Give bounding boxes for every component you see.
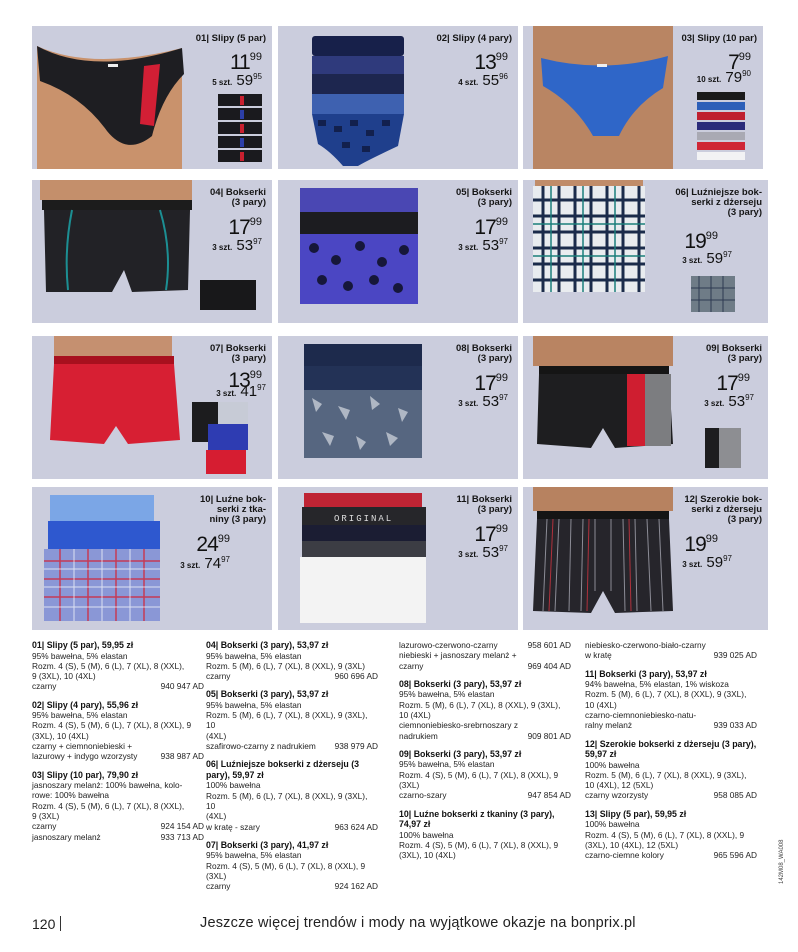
order-code: 938 979 AD xyxy=(334,741,378,752)
price-multipack: 3 szt. $53^{97}$ xyxy=(458,393,508,410)
page-number: 120 xyxy=(32,916,56,932)
product-tile-11[interactable] xyxy=(278,487,518,630)
product-name-line: (3 pary) xyxy=(477,197,512,208)
order-code: 965 596 AD xyxy=(713,850,757,861)
color-name: czarno-ciemnoniebiesko-natu- ralny melanż xyxy=(585,709,697,731)
color-variant-row xyxy=(399,720,571,741)
product-detail-entry xyxy=(585,739,757,801)
detail-line: Rozm. 5 (M), 6 (L), 7 (XL), 8 (XXL), 9 (3XL), xyxy=(585,769,747,780)
order-code: 924 162 AD xyxy=(334,881,378,892)
product-tile-06[interactable] xyxy=(523,180,768,323)
product-detail-entry xyxy=(206,759,378,831)
product-name xyxy=(675,188,762,218)
price-single: $7^{99}$ xyxy=(728,51,751,74)
color-name: niebieski + jasnoszary melanż + czarny xyxy=(399,650,517,671)
product-name-line: 03| Slipy (10 par) xyxy=(681,33,757,44)
order-code: 909 801 AD xyxy=(527,730,571,741)
price-single: $19^{99}$ xyxy=(684,533,718,556)
detail-line: jasnoszary melanż: 100% bawełna, kolo- xyxy=(32,780,183,791)
color-name: jasnoszary melanż xyxy=(32,831,101,842)
product-detail-entry xyxy=(399,749,571,801)
product-name-line: 09| Bokserki xyxy=(706,343,762,354)
product-tile-03[interactable] xyxy=(523,26,763,169)
product-detail-entry xyxy=(399,809,571,861)
color-name: czarny wzorzysty xyxy=(585,790,649,801)
product-detail-entry xyxy=(399,640,571,671)
product-detail-entry xyxy=(206,640,378,681)
details-column-1 xyxy=(32,640,204,850)
detail-title: 01| Slipy (5 par), 59,95 zł xyxy=(32,640,134,650)
order-code: 969 404 AD xyxy=(527,660,571,671)
detail-line: Rozm. 5 (M), 6 (L), 7 (XL), 8 (XXL), 9 (3XL), xyxy=(399,699,561,710)
detail-line: (3XL), 10 (4XL), 12 (5XL) xyxy=(585,839,679,850)
detail-line: 94% bawełna, 5% elastan, 1% wiskoza xyxy=(585,679,729,690)
order-code: 963 624 AD xyxy=(334,821,378,832)
detail-title: 04| Bokserki (3 pary), 53,97 zł xyxy=(206,640,329,650)
product-name-line: 11| Bokserki xyxy=(456,494,512,505)
color-variant-row xyxy=(399,650,571,671)
price-single: $17^{99}$ xyxy=(228,216,262,239)
product-name-line: 04| Bokserki xyxy=(210,187,266,198)
price-multipack: 3 szt. $53^{97}$ xyxy=(458,237,508,254)
price-single: $19^{99}$ xyxy=(684,230,718,253)
details-column-2 xyxy=(206,640,378,900)
price-multipack: 10 szt. $79^{90}$ xyxy=(696,69,751,86)
color-variant-row xyxy=(585,790,757,800)
product-name-line: (3 pary) xyxy=(727,353,762,364)
price-single: $11^{99}$ xyxy=(229,51,262,74)
detail-line: 10 (4XL) xyxy=(399,709,431,720)
product-image-briefs xyxy=(523,26,763,169)
color-name: czarny xyxy=(32,681,57,692)
color-name: czarny xyxy=(32,821,57,832)
detail-line: (3XL), 10 (4XL) xyxy=(32,730,89,741)
detail-line: Rozm. 4 (S), 5 (M), 6 (L), 7 (XL), 8 (XXL), 9 xyxy=(32,720,192,731)
detail-line: 95% bawełna, 5% elastan xyxy=(206,650,302,661)
detail-line: Rozm. 4 (S), 5 (M), 6 (L), 7 (XL), 8 (XXL), xyxy=(32,660,185,671)
detail-line: 95% bawełna, 5% elastan xyxy=(206,850,302,861)
product-name xyxy=(706,344,762,364)
detail-line: 100% bawełna xyxy=(206,780,261,791)
detail-title: 13| Slipy (5 par), 59,95 zł xyxy=(585,808,687,819)
price-multipack: 4 szt. $55^{96}$ xyxy=(458,72,508,89)
order-code: 940 947 AD xyxy=(160,681,204,692)
color-name: niebiesko-czerwono-biało-czarny w kratę xyxy=(585,640,706,661)
price-multipack: 3 szt. $53^{97}$ xyxy=(704,393,754,410)
product-name-line: (3 pary) xyxy=(231,197,266,208)
product-detail-entry xyxy=(585,640,757,661)
detail-title: 06| Luźniejsze bokserki z dżerseju (3 pary), 59,97 zł xyxy=(206,759,360,780)
detail-line: 10 (4XL) xyxy=(585,699,617,710)
color-variant-row xyxy=(399,640,571,650)
product-tile-04[interactable] xyxy=(32,180,272,323)
detail-line: (4XL) xyxy=(206,811,227,822)
product-detail-entry xyxy=(32,700,204,762)
detail-line: 10 (4XL), 12 (5XL) xyxy=(585,780,654,791)
product-name-line: (3 pary) xyxy=(727,207,762,218)
price-single: $13^{99}$ xyxy=(474,51,508,74)
order-code: 947 854 AD xyxy=(527,790,571,801)
color-name: lazurowo-czerwono-czarny xyxy=(399,640,498,650)
detail-line: 95% bawełna, 5% elastan xyxy=(206,699,302,710)
price-single: $17^{99}$ xyxy=(474,523,508,546)
detail-line: (3XL) xyxy=(206,870,227,881)
product-name-line: niny (3 pary) xyxy=(209,514,266,525)
product-name-line: 02| Slipy (4 pary) xyxy=(436,33,512,44)
svg-text:ORIGINAL: ORIGINAL xyxy=(334,514,394,524)
color-variant-row xyxy=(206,671,378,681)
detail-title: 09| Bokserki (3 pary), 53,97 zł xyxy=(399,748,522,759)
detail-line: Rozm. 4 (S), 5 (M), 6 (L), 7 (XL), 8 (XXL), 9 xyxy=(585,829,745,840)
color-name: czarny xyxy=(206,881,231,892)
detail-line: 100% bawełna xyxy=(399,829,454,840)
product-name-line: 08| Bokserki xyxy=(456,343,512,354)
product-name-line: 07| Bokserki xyxy=(210,343,266,354)
product-tile-07[interactable] xyxy=(32,336,272,479)
product-name-line: 12| Szerokie bok- xyxy=(684,494,762,505)
detail-line: Rozm. 4 (S), 5 (M), 6 (L), 7 (XL), 8 (XXL), 9 xyxy=(399,839,559,850)
order-code: 958 601 AD xyxy=(527,640,571,650)
color-variant-row xyxy=(585,640,757,661)
price-single: $17^{99}$ xyxy=(716,372,750,395)
price-single: $17^{99}$ xyxy=(474,216,508,239)
detail-line: Rozm. 4 (S), 5 (M), 6 (L), 7 (XL), 8 (XXL), 9 xyxy=(399,769,559,780)
product-grid xyxy=(32,26,768,622)
color-name: ciemnoniebiesko-srebrnoszary z nadrukiem xyxy=(399,720,518,741)
product-tile-08[interactable] xyxy=(278,336,518,479)
page-footer xyxy=(32,912,768,936)
price-multipack: 5 szt. $59^{95}$ xyxy=(212,72,262,89)
product-tile-10[interactable] xyxy=(32,487,272,630)
footer-tagline: Jeszcze więcej trendów i mody na wyjątkowe okazje na bonprix.pl xyxy=(200,915,636,931)
product-tile-05[interactable] xyxy=(278,180,518,323)
detail-line: (3XL) xyxy=(399,779,420,790)
color-variant-row xyxy=(399,790,571,800)
product-name-line: serki z tka- xyxy=(216,504,266,515)
product-tile-01[interactable] xyxy=(32,26,272,169)
product-name-line: (3 pary) xyxy=(231,353,266,364)
color-variant-row xyxy=(32,741,204,762)
color-variant-row xyxy=(32,681,204,691)
product-name-line: 06| Luźniejsze bok- xyxy=(675,187,762,198)
product-tile-12[interactable] xyxy=(523,487,768,630)
detail-title: 08| Bokserki (3 pary), 53,97 zł xyxy=(399,678,522,689)
price-multipack: 3 szt. $41^{97}$ xyxy=(216,383,266,400)
product-detail-entry xyxy=(206,840,378,892)
order-code: 933 713 AD xyxy=(160,831,204,842)
product-detail-entry xyxy=(585,669,757,731)
product-name xyxy=(210,188,266,208)
product-name-line: serki z dżerseju xyxy=(691,504,762,515)
detail-title: 07| Bokserki (3 pary), 41,97 zł xyxy=(206,839,329,850)
product-details xyxy=(32,640,768,892)
order-code: 960 696 AD xyxy=(334,671,378,682)
details-column-3 xyxy=(399,640,571,868)
divider xyxy=(60,916,61,931)
detail-title: 11| Bokserki (3 pary), 53,97 zł xyxy=(585,668,707,679)
product-name xyxy=(681,34,757,44)
color-name: w kratę - szary xyxy=(206,821,260,832)
price-single: $24^{99}$ xyxy=(196,533,230,556)
detail-line: (3XL), 10 (4XL) xyxy=(399,850,456,861)
product-name xyxy=(456,344,512,364)
product-detail-entry xyxy=(206,689,378,751)
detail-line: 100% bawełna xyxy=(585,819,640,830)
detail-line: 95% bawełna, 5% elastan xyxy=(399,759,495,770)
product-name-line: 10| Luźne bok- xyxy=(200,494,266,505)
product-name-line: serki z dżerseju xyxy=(691,197,762,208)
detail-title: 05| Bokserki (3 pary), 53,97 zł xyxy=(206,689,329,700)
product-tile-09[interactable] xyxy=(523,336,768,479)
color-name: czarno-ciemne kolory xyxy=(585,850,664,861)
detail-title: 10| Luźne bokserki z tkaniny (3 pary), 74,97 zł xyxy=(399,808,555,830)
detail-line: Rozm. 5 (M), 6 (L), 7 (XL), 8 (XXL), 9 (3XL) xyxy=(206,660,366,671)
price-multipack: 3 szt. $59^{97}$ xyxy=(682,250,732,267)
price-multipack: 3 szt. $59^{97}$ xyxy=(682,554,732,571)
detail-line: (4XL) xyxy=(206,730,227,741)
product-name-line: (3 pary) xyxy=(727,514,762,525)
detail-title: 12| Szerokie bokserki z dżerseju (3 pary), 59,97 zł xyxy=(585,738,757,760)
product-name-line: (3 pary) xyxy=(477,353,512,364)
product-detail-entry xyxy=(399,679,571,741)
detail-line: Rozm. 5 (M), 6 (L), 7 (XL), 8 (XXL), 9 (3XL), xyxy=(585,689,747,700)
color-name: czarny + ciemnoniebieski + lazurowy + indygo wzorzysty xyxy=(32,741,138,762)
detail-title: 02| Slipy (4 pary), 55,96 zł xyxy=(32,699,139,710)
product-tile-02[interactable] xyxy=(278,26,518,169)
detail-title: 03| Slipy (10 par), 79,90 zł xyxy=(32,769,139,780)
order-code: 924 154 AD xyxy=(160,821,204,832)
product-detail-entry xyxy=(32,770,204,842)
product-name xyxy=(210,344,266,364)
color-variant-row xyxy=(206,741,378,751)
color-variant-row xyxy=(585,710,757,731)
color-variant-row xyxy=(585,850,757,860)
order-code: 939 025 AD xyxy=(713,650,757,661)
color-name: czarny xyxy=(206,671,231,682)
detail-line: 95% bawełna, 5% elastan xyxy=(32,710,128,721)
order-code: 958 085 AD xyxy=(713,790,757,801)
detail-line: 9 (3XL) xyxy=(32,811,60,822)
detail-line: 95% bawełna, 5% elastan xyxy=(32,650,128,661)
color-name: czarno-szary xyxy=(399,790,447,801)
detail-line: 9 (3XL), 10 (4XL) xyxy=(32,671,96,682)
color-variant-row xyxy=(32,832,204,842)
product-name xyxy=(436,34,512,44)
price-multipack: 3 szt. $53^{97}$ xyxy=(212,237,262,254)
detail-line: 100% bawełna xyxy=(585,759,640,770)
detail-line: Rozm. 5 (M), 6 (L), 7 (XL), 8 (XXL), 9 (3XL), 10 xyxy=(206,790,368,811)
catalog-code: 142M08_WA008 xyxy=(779,839,785,884)
product-name xyxy=(684,495,762,525)
order-code: 939 033 AD xyxy=(713,720,757,731)
color-variant-row xyxy=(206,881,378,891)
detail-line: Rozm. 4 (S), 5 (M), 6 (L), 7 (XL), 8 (XXL), xyxy=(32,800,185,811)
order-code: 938 987 AD xyxy=(160,751,204,762)
product-name xyxy=(457,495,512,515)
product-name xyxy=(200,495,266,525)
detail-line: 95% bawełna, 5% elastan xyxy=(399,689,495,700)
product-name xyxy=(456,188,512,208)
product-detail-entry xyxy=(32,640,204,692)
detail-line: Rozm. 5 (M), 6 (L), 7 (XL), 8 (XXL), 9 (3XL), 10 xyxy=(206,710,368,731)
price-multipack: 3 szt. $74^{97}$ xyxy=(180,555,230,572)
product-name-line: 01| Slipy (5 par) xyxy=(195,33,266,44)
detail-line: Rozm. 4 (S), 5 (M), 6 (L), 7 (XL), 8 (XXL), 9 xyxy=(206,860,366,871)
price-single: $13^{99}$ xyxy=(228,369,262,392)
product-detail-entry xyxy=(585,809,757,861)
price-single: $17^{99}$ xyxy=(474,372,508,395)
product-name-line: (3 pary) xyxy=(477,504,512,515)
product-name-line: 05| Bokserki xyxy=(456,187,512,198)
details-column-4 xyxy=(585,640,757,868)
price-multipack: 3 szt. $53^{97}$ xyxy=(458,544,508,561)
product-name xyxy=(196,34,266,44)
detail-line: rowe: 100% bawełna xyxy=(32,790,110,801)
color-variant-row xyxy=(32,821,204,831)
color-variant-row xyxy=(206,822,378,832)
color-name: szafirowo-czarny z nadrukiem xyxy=(206,741,316,752)
